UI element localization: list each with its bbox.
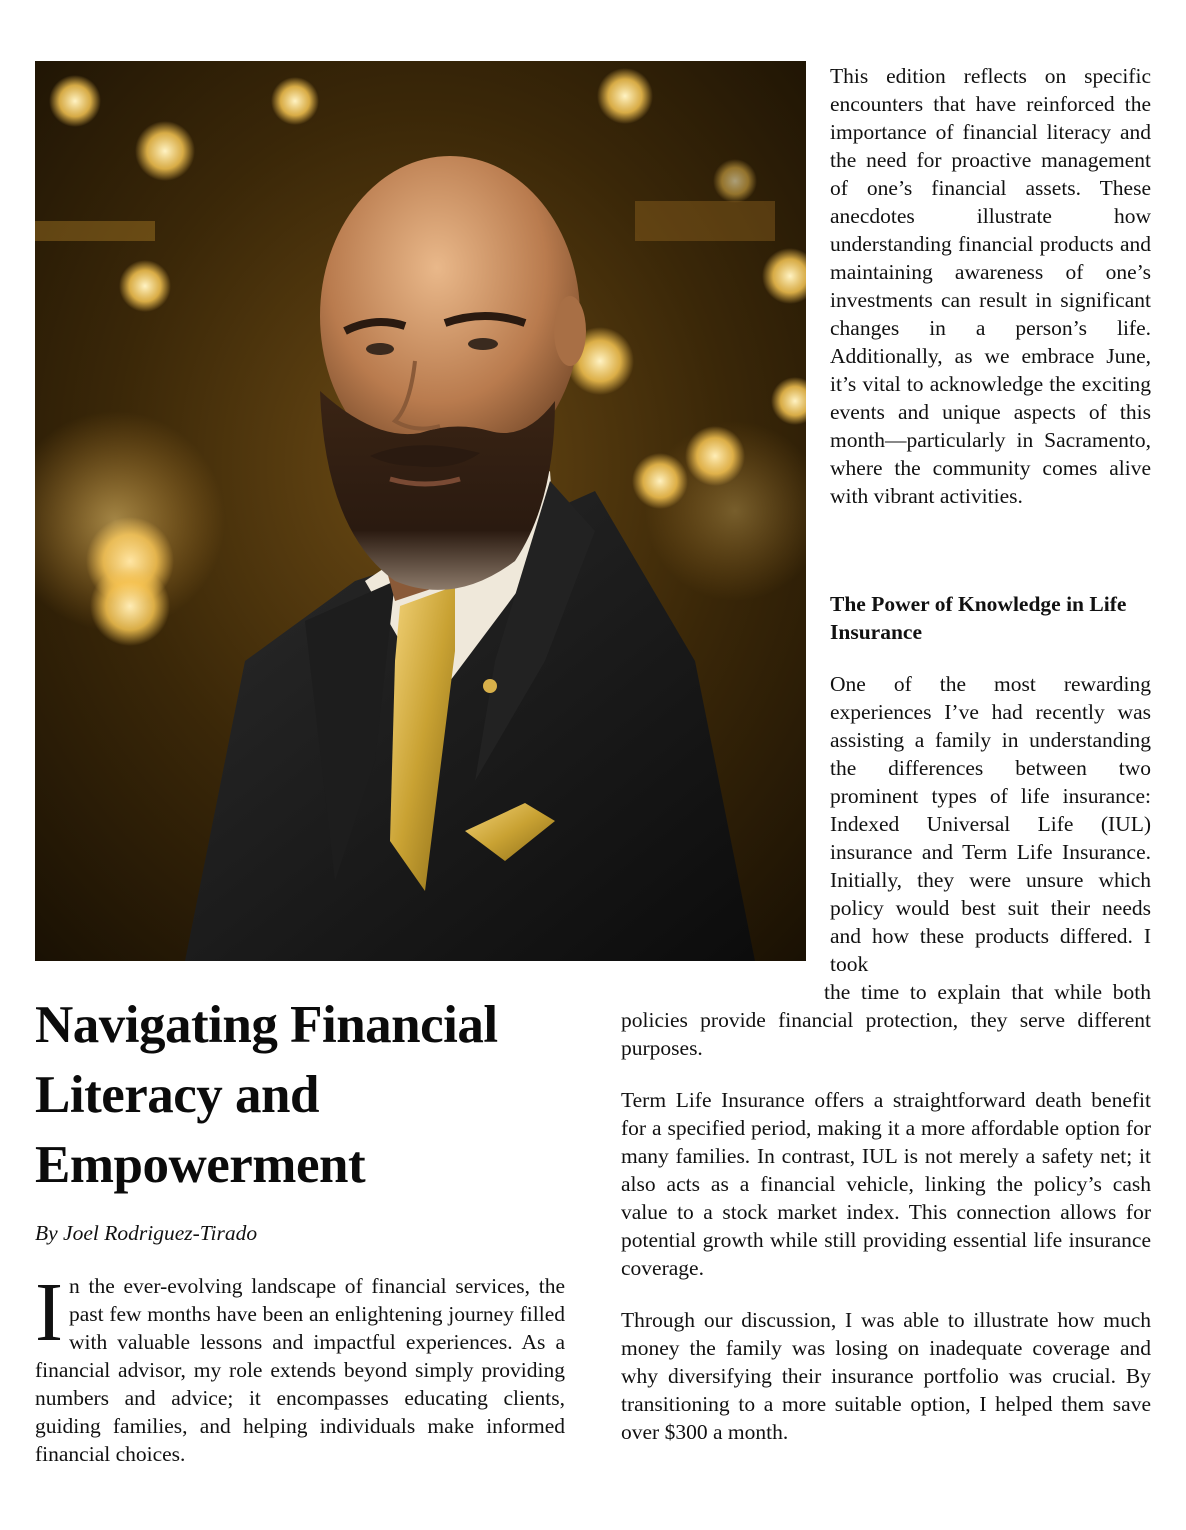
byline: By Joel Rodriguez-Tirado [35,1221,258,1245]
knowledge-paragraph: One of the most rewarding experiences I’ve had recently was assisting a family in understanding the differences between two prominent types of life insurance: Indexed Universal Life (IUL) insurance and Term Life Insurance. Initially, they were unsure which policy would best suit their needs and how these products differed. I took [830,672,1151,976]
drop-cap: I [35,1266,63,1359]
intro-paragraph [35,1266,565,1468]
term-life-paragraph: Term Life Insurance offers a straightforward death benefit for a specified period, making it a more affordable option for many families. In contrast, IUL is not merely a safety net; it also acts as a financial vehicle, linking the policy’s cash value to a stock market index. This connection allows for potential growth while still providing essential life insurance coverage. [621,1088,1151,1280]
section-subheading: The Power of Knowledge in Life Insurance [830,592,1127,644]
edition-paragraph: This edition reflects on specific encounters that have reinforced the importance of financial literacy and the need for proactive management of one’s financial assets. These anecdotes illustrate how understanding financial products and maintaining awareness of one’s investments can result in significant changes in a person’s life. Additionally, as we embrace June, it’s vital to acknowledge the exciting events and unique aspects of this month—particularly in Sacramento, where the community comes alive with vibrant activities. [830,64,1151,508]
right-column-body [621,978,1151,1446]
intro-text: n the ever-evolving landscape of financial services, the past few months have been an enlightening journey filled with valuable lessons and impactful experiences. As a financial advisor, my role extends beyond simply providing numbers and advice; it encompasses educating clients, guiding families, and helping individuals make informed financial choices. [35,1274,565,1466]
knowledge-paragraph-continued: the time to explain that while both policies provide financial protection, they serve different purposes. [621,980,1151,1060]
discussion-paragraph: Through our discussion, I was able to illustrate how much money the family was losing on inadequate coverage and why diversifying their insurance portfolio was crucial. By transitioning to a more suitable option, I helped them save over $300 a month. [621,1308,1151,1444]
author-portrait-photo [35,61,806,961]
article-title: Navigating Financial Literacy and Empowerment [35,996,498,1194]
